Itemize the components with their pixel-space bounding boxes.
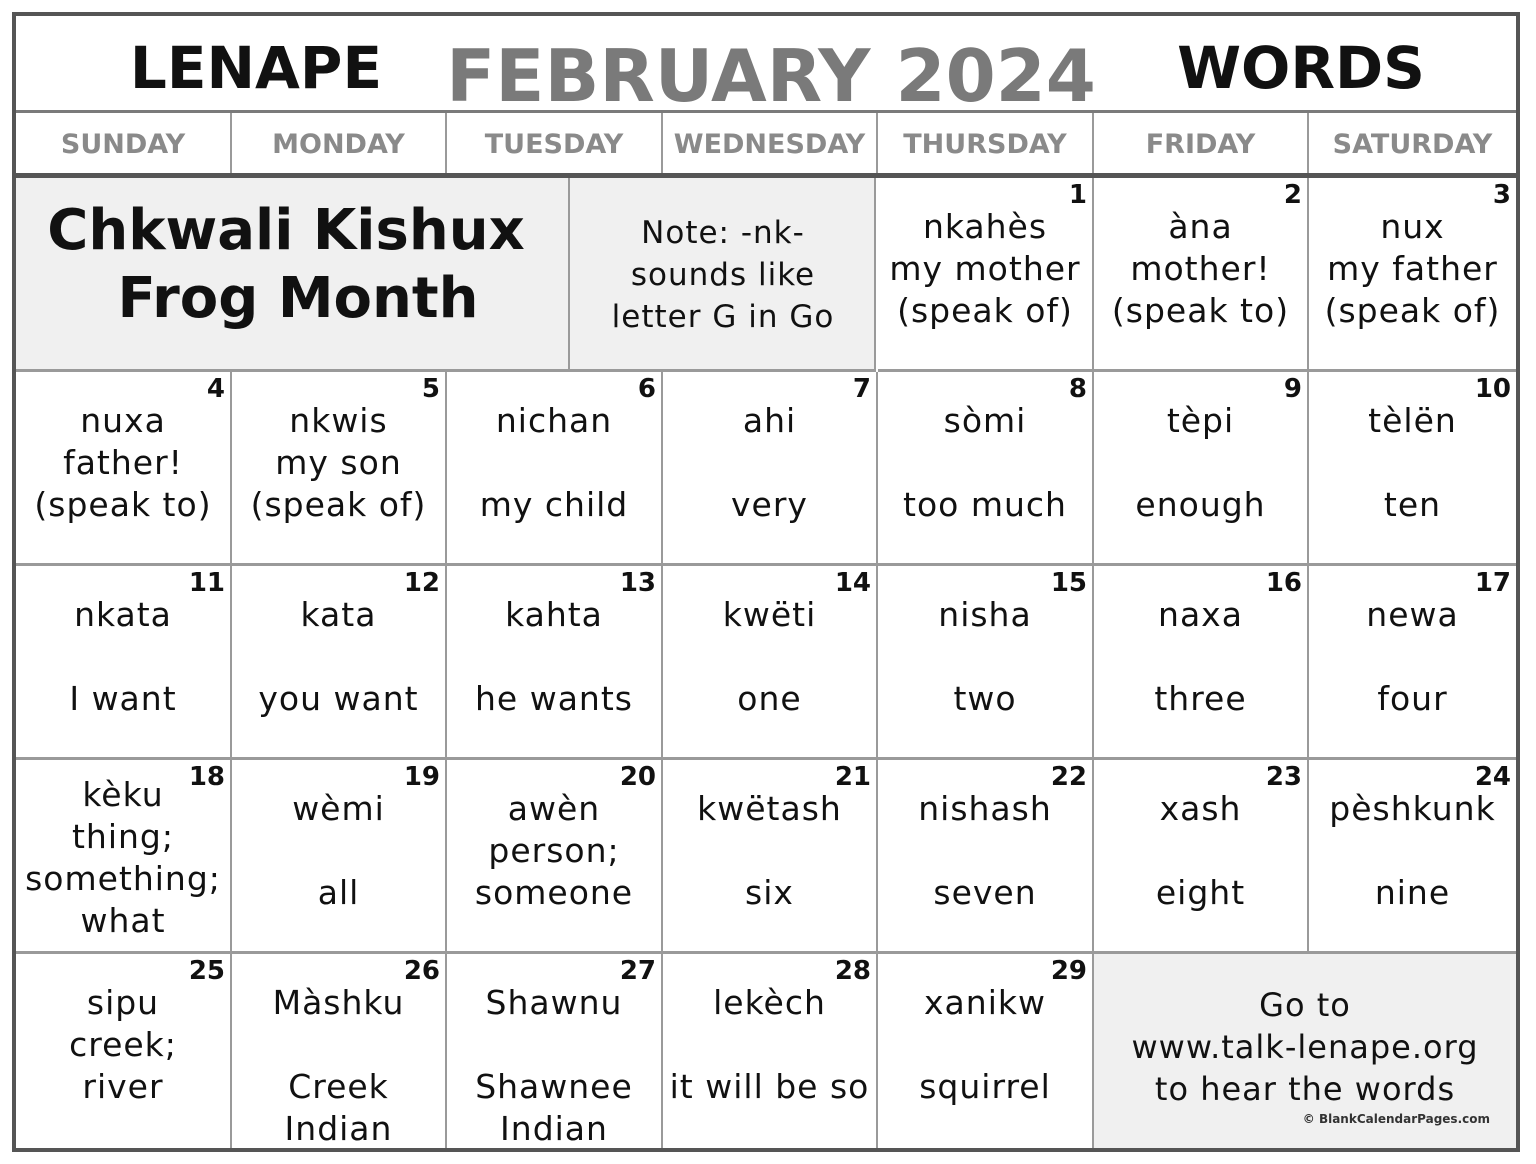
lenape-word: nichan xyxy=(495,401,613,440)
spacer xyxy=(1094,830,1307,872)
english-meaning: all xyxy=(317,873,360,912)
english-meaning: my father xyxy=(1327,249,1498,288)
day-number: 23 xyxy=(1265,762,1302,792)
english-meaning: (speak of) xyxy=(1324,291,1501,330)
english-meaning: (speak of) xyxy=(897,291,1073,330)
weekday-thursday: THURSDAY xyxy=(878,113,1094,173)
lenape-word: nishash xyxy=(918,789,1052,828)
english-meaning: I want xyxy=(69,679,177,718)
lenape-word: xanikw xyxy=(924,983,1046,1022)
lenape-word: kahta xyxy=(505,595,603,634)
day-number: 1 xyxy=(1068,180,1087,210)
english-meaning: nine xyxy=(1374,873,1451,912)
day-number: 25 xyxy=(188,956,225,986)
spacer xyxy=(1309,830,1516,872)
day-words xyxy=(878,788,1092,914)
english-meaning: eight xyxy=(1155,873,1246,912)
lenape-word: tèlën xyxy=(1368,401,1457,440)
english-meaning: Shawnee xyxy=(475,1067,633,1106)
english-meaning: what xyxy=(80,901,166,940)
day-cell-3 xyxy=(1309,178,1516,372)
day-words xyxy=(1094,400,1307,526)
day-number: 19 xyxy=(403,762,440,792)
day-number: 14 xyxy=(834,568,871,598)
english-meaning: (speak of) xyxy=(250,485,427,524)
note-line-3: letter G in Go xyxy=(611,299,835,335)
day-cell-6 xyxy=(447,372,663,566)
day-cell-11 xyxy=(16,566,232,760)
english-meaning: river xyxy=(82,1067,164,1106)
day-words xyxy=(232,594,445,720)
day-cell-13 xyxy=(447,566,663,760)
english-meaning: thing; xyxy=(71,817,174,856)
lenape-word: sipu xyxy=(86,983,160,1022)
day-words xyxy=(1309,788,1516,914)
day-number: 16 xyxy=(1265,568,1302,598)
english-meaning: father! xyxy=(63,443,183,482)
spacer xyxy=(232,636,445,678)
english-meaning: enough xyxy=(1135,485,1266,524)
day-number: 4 xyxy=(206,374,225,404)
note-line-1: Note: -nk- xyxy=(641,215,805,251)
day-number: 9 xyxy=(1283,374,1302,404)
day-number: 2 xyxy=(1283,180,1302,210)
day-words xyxy=(878,982,1092,1108)
day-number: 29 xyxy=(1050,956,1087,986)
lenape-word: àna xyxy=(1168,207,1233,246)
day-number: 3 xyxy=(1492,180,1511,210)
day-cell-27 xyxy=(447,954,663,1148)
english-meaning: four xyxy=(1377,679,1448,718)
lenape-word: kwëti xyxy=(722,595,817,634)
note-line-2: sounds like xyxy=(630,257,816,293)
day-cell-12 xyxy=(232,566,447,760)
weekday-monday: MONDAY xyxy=(232,113,447,173)
weekday-header-row xyxy=(16,113,1516,178)
day-words xyxy=(16,982,230,1108)
spacer xyxy=(663,442,876,484)
spacer xyxy=(878,636,1092,678)
weekday-sunday: SUNDAY xyxy=(16,113,232,173)
day-cell-21 xyxy=(663,760,878,954)
banner-divider xyxy=(568,178,570,369)
english-meaning: creek; xyxy=(69,1025,177,1064)
banner-lenape-name: Chkwali Kishux xyxy=(47,198,525,263)
english-meaning: (speak to) xyxy=(1111,291,1290,330)
weekday-saturday: SATURDAY xyxy=(1332,129,1493,160)
day-cell-14 xyxy=(663,566,878,760)
day-words xyxy=(1094,788,1307,914)
day-number: 20 xyxy=(619,762,656,792)
day-number: 27 xyxy=(619,956,656,986)
website-url[interactable]: www.talk-lenape.org xyxy=(1131,1028,1479,1066)
lenape-word: nkata xyxy=(74,595,172,634)
spacer xyxy=(663,636,876,678)
day-words xyxy=(1309,400,1516,526)
spacer xyxy=(1094,442,1307,484)
day-cell-23 xyxy=(1094,760,1309,954)
english-meaning: very xyxy=(731,485,808,524)
spacer xyxy=(663,830,876,872)
day-number: 21 xyxy=(834,762,871,792)
lenape-word: kèku xyxy=(82,775,164,814)
day-number: 6 xyxy=(637,374,656,404)
lenape-word: lekèch xyxy=(713,983,826,1022)
lenape-word: nkwis xyxy=(289,401,388,440)
day-number: 17 xyxy=(1474,568,1511,598)
lenape-word: nuxa xyxy=(80,401,166,440)
day-words xyxy=(663,982,876,1108)
day-words xyxy=(1094,206,1307,332)
day-number: 26 xyxy=(403,956,440,986)
spacer xyxy=(1309,442,1516,484)
english-meaning: Indian xyxy=(500,1109,608,1148)
day-words xyxy=(16,774,230,942)
english-meaning: ten xyxy=(1383,485,1442,524)
day-cell-16 xyxy=(1094,566,1309,760)
english-meaning: my mother xyxy=(889,249,1081,288)
day-number: 11 xyxy=(188,568,225,598)
calendar-frame xyxy=(12,12,1520,1152)
spacer xyxy=(878,442,1092,484)
lenape-word: wèmi xyxy=(292,789,385,828)
day-words xyxy=(447,594,661,720)
english-meaning: seven xyxy=(933,873,1037,912)
english-meaning: my son xyxy=(275,443,402,482)
spacer xyxy=(447,442,661,484)
day-number: 10 xyxy=(1474,374,1511,404)
english-meaning: three xyxy=(1154,679,1247,718)
english-meaning: something; xyxy=(25,859,221,898)
lenape-word: newa xyxy=(1366,595,1459,634)
lenape-word: ahi xyxy=(742,401,797,440)
spacer xyxy=(878,1024,1092,1066)
lenape-word: nisha xyxy=(938,595,1032,634)
day-number: 13 xyxy=(619,568,656,598)
english-meaning: he wants xyxy=(475,679,633,718)
banner-english-name: Frog Month xyxy=(117,266,479,331)
spacer xyxy=(232,1024,445,1066)
day-words xyxy=(16,400,230,526)
spacer xyxy=(1094,636,1307,678)
day-words xyxy=(878,206,1092,332)
english-meaning: too much xyxy=(903,485,1067,524)
english-meaning: (speak to) xyxy=(34,485,212,524)
lenape-word: tèpi xyxy=(1166,401,1235,440)
english-meaning: person; xyxy=(488,831,620,870)
day-cell-18 xyxy=(16,760,232,954)
english-meaning: Indian xyxy=(284,1109,393,1148)
english-meaning: it will be so xyxy=(669,1067,870,1106)
day-words xyxy=(1309,594,1516,720)
day-cell-19 xyxy=(232,760,447,954)
day-cell-8 xyxy=(878,372,1094,566)
spacer xyxy=(1309,636,1516,678)
english-meaning: Creek xyxy=(288,1067,389,1106)
lenape-word: Màshku xyxy=(272,983,405,1022)
day-number: 12 xyxy=(403,568,440,598)
day-number: 28 xyxy=(834,956,871,986)
spacer xyxy=(663,1024,876,1066)
day-cell-15 xyxy=(878,566,1094,760)
english-meaning: someone xyxy=(474,873,634,912)
weekday-friday: FRIDAY xyxy=(1094,113,1309,173)
day-words xyxy=(232,982,445,1148)
lenape-word: naxa xyxy=(1158,595,1243,634)
calendar-grid xyxy=(16,178,1516,1148)
lenape-word: kata xyxy=(300,595,377,634)
day-cell-17 xyxy=(1309,566,1516,760)
day-words xyxy=(16,594,230,720)
english-meaning: squirrel xyxy=(919,1067,1051,1106)
credit-text: © BlankCalendarPages.com xyxy=(1302,1112,1490,1126)
website-note-line-1: Go to xyxy=(1259,986,1351,1024)
english-meaning: two xyxy=(953,679,1017,718)
day-cell-22 xyxy=(878,760,1094,954)
english-meaning: six xyxy=(745,873,794,912)
lenape-word: nux xyxy=(1380,207,1445,246)
day-number: 15 xyxy=(1050,568,1087,598)
lenape-word: awèn xyxy=(507,789,601,828)
month-year-title: FEBRUARY 2024 xyxy=(446,34,1096,118)
spacer xyxy=(878,830,1092,872)
day-words xyxy=(447,400,661,526)
lenape-word: xash xyxy=(1159,789,1242,828)
day-words xyxy=(232,400,445,526)
day-words xyxy=(447,788,661,914)
day-number: 5 xyxy=(421,374,440,404)
day-cell-28 xyxy=(663,954,878,1148)
day-cell-26 xyxy=(232,954,447,1148)
english-meaning: one xyxy=(737,679,802,718)
day-number: 18 xyxy=(188,762,225,792)
english-meaning: my child xyxy=(479,485,629,524)
day-words xyxy=(1309,206,1516,332)
day-number: 24 xyxy=(1474,762,1511,792)
day-cell-29 xyxy=(878,954,1094,1148)
day-words xyxy=(1094,594,1307,720)
day-words xyxy=(447,982,661,1148)
spacer xyxy=(232,830,445,872)
lenape-word: kwëtash xyxy=(697,789,842,828)
lenape-word: Shawnu xyxy=(485,983,623,1022)
day-words xyxy=(878,400,1092,526)
lenape-word: pèshkunk xyxy=(1329,789,1496,828)
day-words xyxy=(232,788,445,914)
header-right-title: WORDS xyxy=(1177,34,1425,102)
day-words xyxy=(878,594,1092,720)
day-cell-5 xyxy=(232,372,447,566)
day-words xyxy=(663,594,876,720)
day-cell-10 xyxy=(1309,372,1516,566)
day-cell-20 xyxy=(447,760,663,954)
calendar-header xyxy=(16,16,1516,118)
day-cell-25 xyxy=(16,954,232,1148)
day-cell-9 xyxy=(1094,372,1309,566)
day-cell-24 xyxy=(1309,760,1516,954)
header-left-title: LENAPE xyxy=(129,34,383,102)
weekday-tuesday: TUESDAY xyxy=(447,113,663,173)
day-number: 8 xyxy=(1068,374,1087,404)
lenape-word: sòmi xyxy=(943,401,1027,440)
weekday-wednesday: WEDNESDAY xyxy=(663,113,878,173)
spacer xyxy=(16,636,230,678)
day-number: 22 xyxy=(1050,762,1087,792)
website-note xyxy=(1094,954,1516,1148)
spacer xyxy=(447,1024,661,1066)
pronunciation-note xyxy=(572,212,874,338)
month-banner xyxy=(16,178,876,372)
day-cell-7 xyxy=(663,372,878,566)
english-meaning: mother! xyxy=(1130,249,1271,288)
website-note-line-3: to hear the words xyxy=(1154,1070,1456,1108)
day-number: 7 xyxy=(852,374,871,404)
day-cell-1 xyxy=(878,178,1094,372)
day-cell-4 xyxy=(16,372,232,566)
lenape-word: nkahès xyxy=(922,207,1048,246)
day-words xyxy=(663,400,876,526)
english-meaning: you want xyxy=(258,679,419,718)
day-words xyxy=(663,788,876,914)
spacer xyxy=(447,636,661,678)
day-cell-2 xyxy=(1094,178,1309,372)
